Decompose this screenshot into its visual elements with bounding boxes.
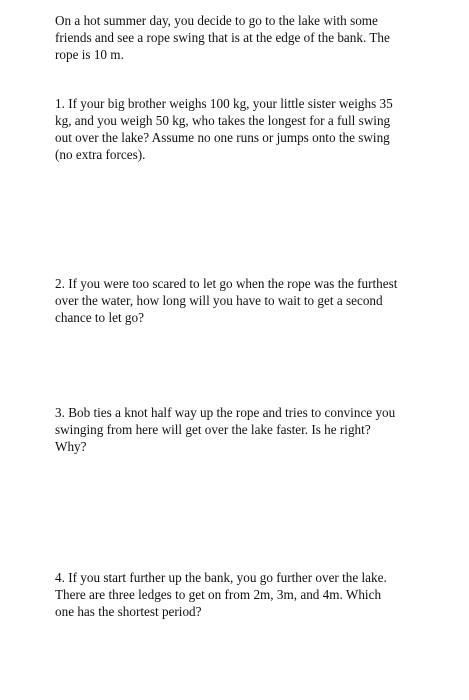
question-1: 1. If your big brother weighs 100 kg, your little sister weighs 35 kg, and you weigh 50 kg, who takes the longest for a full swing out over the lake? Assume no one runs or jumps onto the swing (no extra forces). [55, 96, 393, 162]
question-4: 4. If you start further up the bank, you go further over the lake. There are three ledges to get on from 2m, 3m, and 4m. Which one has the shortest period? [55, 570, 387, 619]
question-3: 3. Bob ties a knot half way up the rope and tries to convince you swinging from here will get over the lake faster. Is he right? Why? [55, 405, 396, 454]
intro-paragraph: On a hot summer day, you decide to go to the lake with some friends and see a rope swing that is at the edge of the bank. The rope is 10 m. [55, 13, 390, 62]
question-2: 2. If you were too scared to let go when the rope was the furthest over the water, how long will you have to wait to get a second chance to let go? [55, 276, 398, 325]
